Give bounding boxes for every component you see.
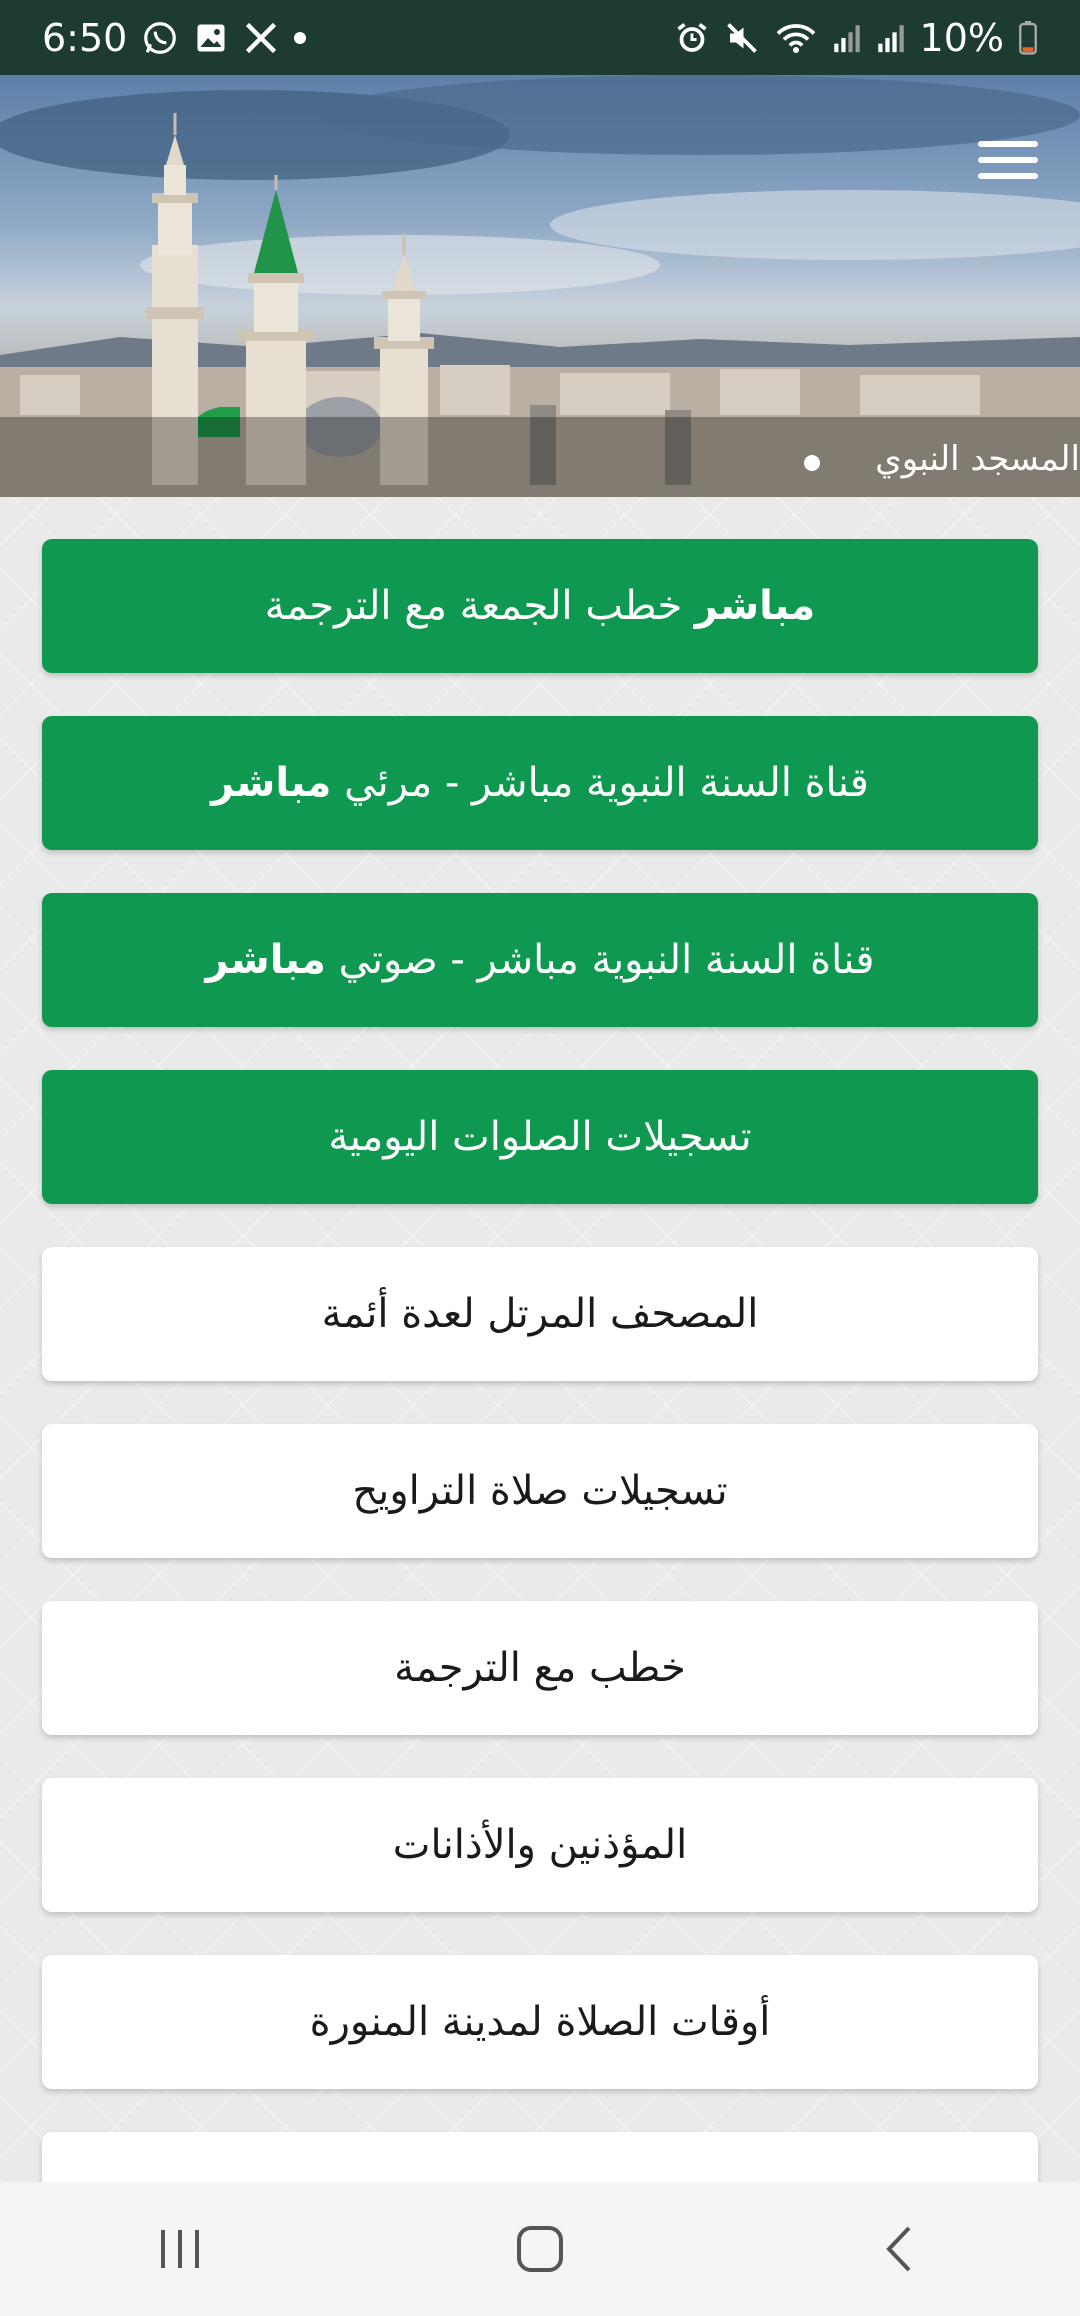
- recited-quran-button[interactable]: [42, 1247, 1038, 1381]
- menu-item-label: خطب مع الترجمة: [394, 1645, 686, 1691]
- signal-icon: [832, 21, 862, 55]
- gallery-icon: [193, 20, 229, 56]
- live-label: مباشر: [694, 583, 816, 629]
- menu-item-label: قناة السنة النبوية مباشر - صوتي: [338, 937, 875, 983]
- menu-item-label: المؤذنين والأذانات: [392, 1822, 688, 1868]
- system-nav-bar: [0, 2182, 1080, 2316]
- status-bar: [0, 0, 1080, 75]
- wifi-icon: [774, 20, 818, 56]
- battery-percent: 10%: [919, 15, 1004, 60]
- alarm-icon: [674, 20, 710, 56]
- sermons-translation-button[interactable]: [42, 1601, 1038, 1735]
- taraweeh-recordings-button[interactable]: [42, 1424, 1038, 1558]
- whatsapp-icon: [141, 19, 179, 57]
- menu-item-label: أوقات الصلاة لمدينة المنورة: [309, 1999, 771, 2045]
- back-icon: [875, 2224, 925, 2274]
- hero-caption: المسجد النبوي: [875, 439, 1080, 479]
- menu-item-label: قناة السنة النبوية مباشر - مرئي: [344, 760, 869, 806]
- prayer-times-button[interactable]: [42, 1955, 1038, 2089]
- hero-banner[interactable]: [0, 75, 1080, 497]
- carousel-dot[interactable]: [804, 455, 820, 471]
- recent-apps-icon: [155, 2224, 205, 2274]
- status-time: 6:50: [42, 15, 128, 60]
- menu-item-label: المصحف المرتل لعدة أئمة: [321, 1291, 759, 1337]
- home-button[interactable]: [480, 2199, 600, 2299]
- mute-icon: [724, 20, 760, 56]
- muezzins-adhans-button[interactable]: [42, 1778, 1038, 1912]
- sunnah-channel-video-button[interactable]: [42, 716, 1038, 850]
- live-friday-sermons-button[interactable]: [42, 539, 1038, 673]
- next-menu-item-partial[interactable]: [42, 2132, 1038, 2182]
- battery-icon: [1018, 21, 1038, 55]
- menu-item-label: تسجيلات الصلوات اليومية: [328, 1114, 752, 1160]
- hero-caption-bar: [0, 417, 1080, 497]
- live-label: مباشر: [205, 937, 326, 983]
- notification-dot-icon: [293, 31, 307, 45]
- menu-item-label: تسجيلات صلاة التراويح: [352, 1468, 728, 1514]
- home-icon: [515, 2224, 565, 2274]
- signal-roaming-icon: [876, 21, 906, 55]
- back-button[interactable]: [840, 2199, 960, 2299]
- recent-apps-button[interactable]: [120, 2199, 240, 2299]
- menu-item-label: خطب الجمعة مع الترجمة: [264, 583, 683, 629]
- hamburger-menu-icon[interactable]: [978, 135, 1038, 185]
- sunnah-channel-audio-button[interactable]: [42, 893, 1038, 1027]
- daily-prayer-recordings-button[interactable]: [42, 1070, 1038, 1204]
- menu-list: [0, 497, 1080, 2182]
- live-label: مباشر: [211, 760, 332, 806]
- x-twitter-icon: [243, 20, 279, 56]
